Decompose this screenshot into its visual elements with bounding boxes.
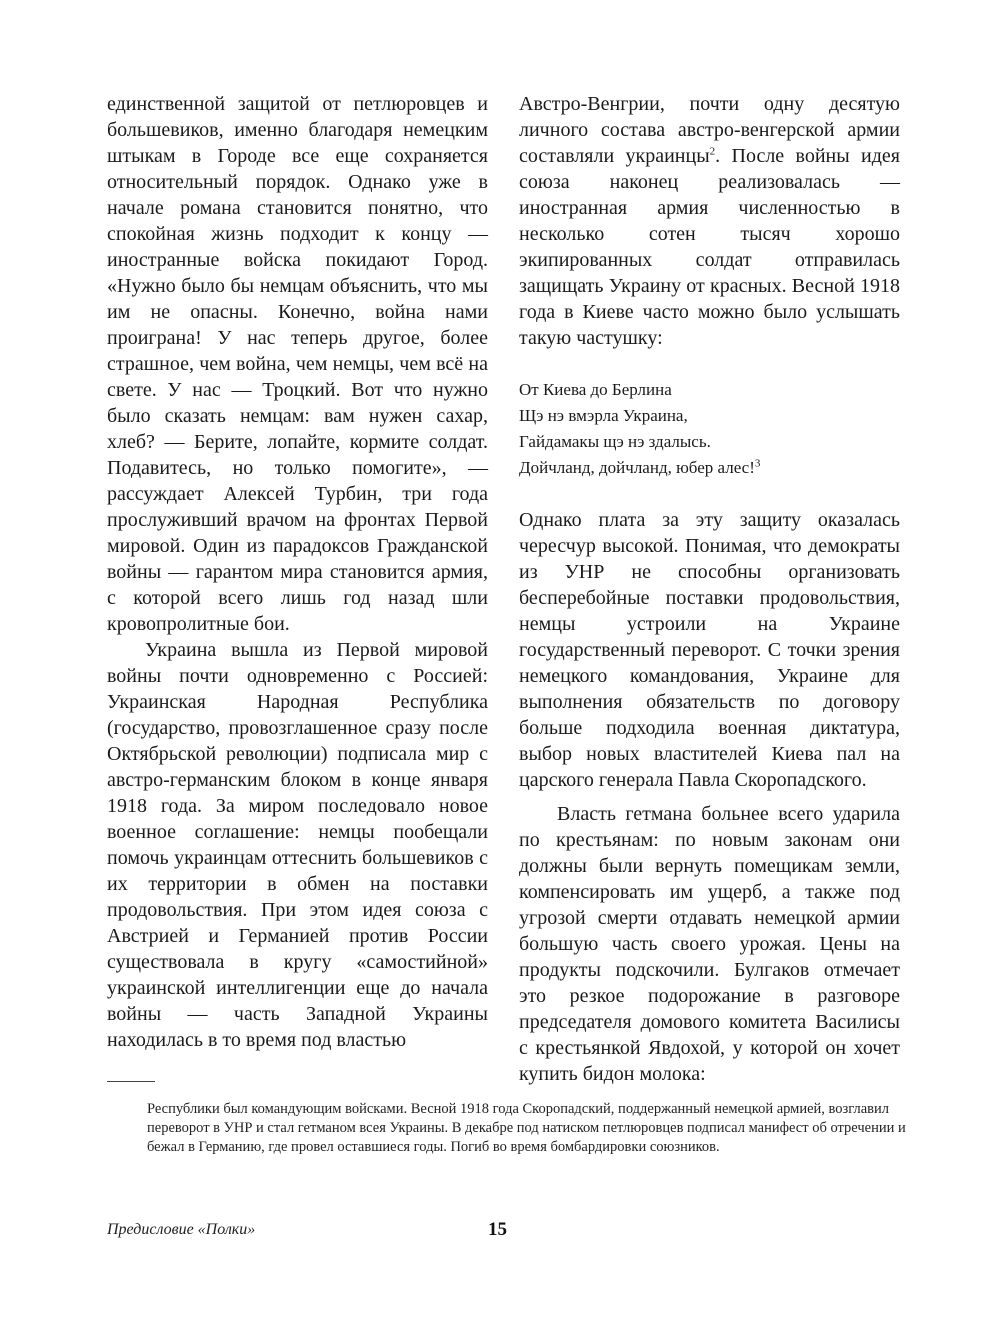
footnote-ref: 2 xyxy=(709,145,716,158)
left-column xyxy=(107,91,488,1053)
footnote-ref: 3 xyxy=(754,457,761,470)
poem-line: Гайдамакы щэ нэ здалысь. xyxy=(519,432,711,451)
poem-quote xyxy=(519,377,900,481)
poem-line-text: Дойчланд, дойчланд, юбер алес! xyxy=(519,458,755,477)
poem-line: От Киева до Берлина xyxy=(519,380,672,399)
body-paragraph: Украина вышла из Первой мировой войны почти одновременно с Россией: Украинская Народная Республика (государство, провозглашенное сразу после Октябрьской революции) подписала мир с австро-германским блоком в конце января 1918 года. За миром последовало новое военное соглашение: немцы пообещали помочь украинцам оттеснить большевиков с их территории в обмен на поставки продовольствия. При этом идея союза с Австрией и Германией против России существовала в кругу «самостийной» украинской интеллигенции еще до начала войны — часть Западной Украины находилась в то время под властью xyxy=(107,639,488,1051)
body-paragraph: Однако плата за эту защиту оказалась чересчур высокой. Понимая, что демократы из УНР не способны организовать бесперебойные поставки продовольствия, немцы устроили на Украине государственный переворот. С точки зрения немецкого командования, Украине для выполнения обязательств по договору больше подходила военная диктатура, выбор новых властителей Киева пал на царского генерала Павла Скоропадского. xyxy=(519,509,900,791)
paragraph-text: . После войны идея союза наконец реализовалась — иностранная армия численностью в несколько сотен тысяч хорошо экипированных солдат отправилась защищать Украину от красных. Весной 1918 года в Киеве часто можно было услышать такую частушку: xyxy=(519,145,901,349)
running-footer-title: Предисловие «Полки» xyxy=(107,1221,256,1238)
body-paragraph xyxy=(519,91,900,351)
right-column xyxy=(519,91,900,1087)
body-paragraph: единственной защитой от петлюровцев и большевиков, именно благодаря немецким штыкам в Городе все еще сохраняется относительный порядок. Однако уже в начале романа становится понятно, что спокойная жизнь подходит к концу — иностранные войска покидают Город. «Нужно было бы немцам объяснить, что мы им не опасны. Конечно, война нами проиграна! У нас теперь другое, более страшное, чем война, чем немцы, чем всё на свете. У нас — Троцкий. Вот что нужно было сказать немцам: вам нужен сахар, хлеб? — Берите, лопайте, кормите солдат. Подавитесь, но только помогите», — рассуждает Алексей Турбин, три года прослуживший врачом на фронтах Первой мировой. Один из парадоксов Гражданской войны — гарантом мира становится армия, с которой всего лишь год назад шли кровопролитные бои. xyxy=(107,93,488,635)
footnote-divider xyxy=(107,1081,155,1082)
poem-line: Щэ нэ вмэрла Украина, xyxy=(519,406,688,425)
paragraph-text: Австро-Венгрии, почти одну десятую личного состава австро-венгерской армии составляли украинцы xyxy=(519,93,900,167)
poem-line xyxy=(519,455,900,481)
body-paragraph: Власть гетмана больнее всего ударила по крестьянам: по новым законам они должны были вернуть помещикам земли, компенсировать им ущерб, а также под угрозой смерти отдавать немецкой армии большую часть своего урожая. Цены на продукты подскочили. Булгаков отмечает это резкое подорожание в разговоре председателя домового комитета Василисы с крестьянкой Явдохой, у которой он хочет купить бидон молока: xyxy=(519,803,900,1085)
page-number: 15 xyxy=(488,1219,507,1240)
footnote-text: Республики был командующим войсками. Весной 1918 года Скоропадский, поддержанный немецкой армией, возглавил переворот в УНР и стал гетманом всея Украины. В декабре под натиском петлюровцев подписал манифест об отречении и бежал в Германию, где провел оставшиеся годы. Погиб во время бомбардировки союзников. xyxy=(147,1101,906,1155)
